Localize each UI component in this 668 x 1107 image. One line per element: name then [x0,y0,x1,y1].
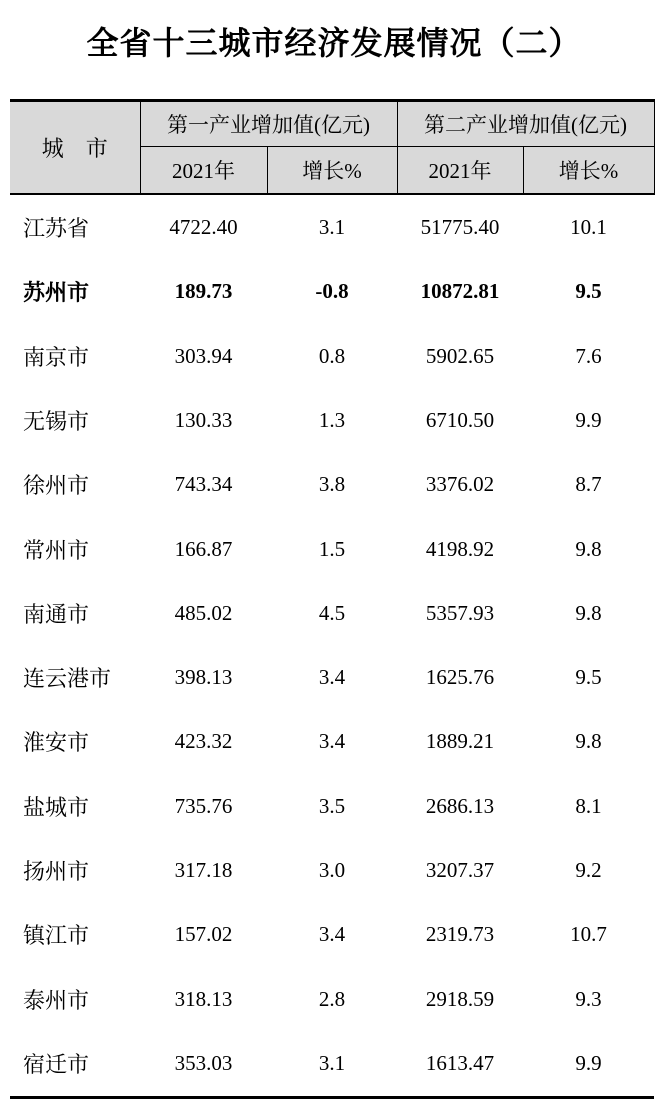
page [0,24,668,1099]
primary-2021-value: 166.87 [174,536,233,561]
city-name: 扬州市 [23,859,90,884]
secondary-2021-value: 1889.21 [425,729,495,754]
primary-growth-value: 4.5 [318,600,346,625]
primary-2021-value: 189.73 [174,279,233,304]
page-title: 全省十三城市经济发展情况（二） [86,25,582,61]
secondary-2021-value: 3207.37 [425,858,495,882]
column-header-primary-industry: 第一产业增加值(亿元) [140,101,397,147]
secondary-growth-value: 9.3 [575,986,602,1011]
table-row [10,324,654,388]
primary-2021-value: 317.18 [174,858,233,882]
primary-growth-value: 3.1 [318,215,346,240]
secondary-2021-value: 3376.02 [425,472,495,497]
primary-2021-value: 130.33 [174,407,233,432]
city-name: 无锡市 [23,408,90,434]
secondary-growth-value: 9.8 [575,536,602,561]
city-name: 南京市 [23,344,90,370]
primary-growth-value: 3.0 [318,858,346,882]
table-row [10,388,654,452]
primary-2021-value: 423.32 [174,729,233,754]
secondary-growth-value: 7.6 [575,343,602,368]
secondary-2021-value: 2686.13 [425,793,495,818]
secondary-2021-value: 51775.40 [420,215,500,240]
table-row [10,517,654,581]
secondary-2021-value: 10872.81 [420,279,500,304]
primary-growth-value: 3.4 [318,729,346,754]
primary-2021-value: 485.02 [174,600,233,625]
table-row [10,710,654,774]
secondary-2021-value: 4198.92 [425,536,495,561]
table-row [10,774,654,838]
secondary-2021-value: 2918.59 [425,986,495,1011]
table-row [10,838,654,902]
table-row [10,1031,654,1097]
primary-growth-value: 0.8 [318,343,346,368]
secondary-2021-value: 2319.73 [425,922,495,947]
column-header-primary-growth: 增长% [267,147,397,195]
secondary-growth-value: 9.8 [575,600,602,625]
header-group-row [10,101,654,147]
table-header [10,101,654,195]
table-row [10,260,654,324]
column-header-secondary-2021: 2021年 [397,147,523,195]
primary-growth-value: 2.8 [318,986,346,1011]
primary-2021-value: 303.94 [174,343,233,368]
primary-2021-value: 735.76 [174,793,233,818]
primary-growth-value: 3.1 [318,1050,346,1075]
primary-2021-value: 318.13 [174,986,233,1011]
table-row [10,453,654,517]
city-name: 泰州市 [23,987,90,1013]
primary-growth-value: 3.5 [318,793,346,818]
column-header-secondary-growth: 增长% [523,147,654,195]
primary-2021-value: 743.34 [174,472,233,497]
secondary-growth-value: 9.9 [575,407,602,432]
city-economy-table [10,99,655,1098]
city-name: 盐城市 [23,794,90,820]
table-row [10,645,654,709]
secondary-2021-value: 1613.47 [425,1050,495,1075]
primary-growth-value: 1.5 [318,536,346,561]
city-name: 镇江市 [23,923,90,949]
primary-2021-value: 157.02 [174,922,233,947]
table-row [10,903,654,967]
secondary-2021-value: 1625.76 [425,665,495,690]
primary-2021-value: 398.13 [174,665,233,690]
secondary-2021-value: 5902.65 [425,343,495,368]
table-row [10,194,654,259]
primary-growth-value: 3.4 [318,922,346,947]
secondary-growth-value: 8.1 [575,793,602,818]
primary-growth-value: 3.8 [318,472,346,497]
primary-2021-value: 353.03 [174,1050,233,1075]
city-name: 常州市 [23,537,90,563]
city-name: 苏州市 [23,280,90,306]
table-body [10,194,654,1097]
secondary-growth-value: 9.5 [575,665,602,690]
secondary-growth-value: 9.5 [575,279,602,304]
secondary-growth-value: 8.7 [575,472,602,497]
primary-growth-value: -0.8 [315,279,349,304]
primary-growth-value: 3.4 [318,665,346,690]
city-name: 连云港市 [23,666,112,692]
secondary-2021-value: 6710.50 [425,407,495,432]
city-name: 淮安市 [23,730,90,756]
table-row [10,581,654,645]
primary-growth-value: 1.3 [318,407,346,432]
column-header-primary-2021: 2021年 [140,147,267,195]
secondary-growth-value: 9.9 [575,1050,602,1075]
city-name: 宿迁市 [23,1051,90,1077]
secondary-2021-value: 5357.93 [425,600,495,625]
secondary-growth-value: 10.1 [570,215,607,240]
secondary-growth-value: 10.7 [570,922,607,947]
city-name: 徐州市 [23,473,90,499]
secondary-growth-value: 9.2 [575,858,602,882]
city-name: 江苏省 [23,216,90,242]
column-header-city: 城 市 [10,101,140,195]
table-row [10,967,654,1031]
city-name: 南通市 [23,601,90,627]
column-header-secondary-industry: 第二产业增加值(亿元) [397,101,654,147]
primary-2021-value: 4722.40 [169,215,238,240]
secondary-growth-value: 9.8 [575,729,602,754]
